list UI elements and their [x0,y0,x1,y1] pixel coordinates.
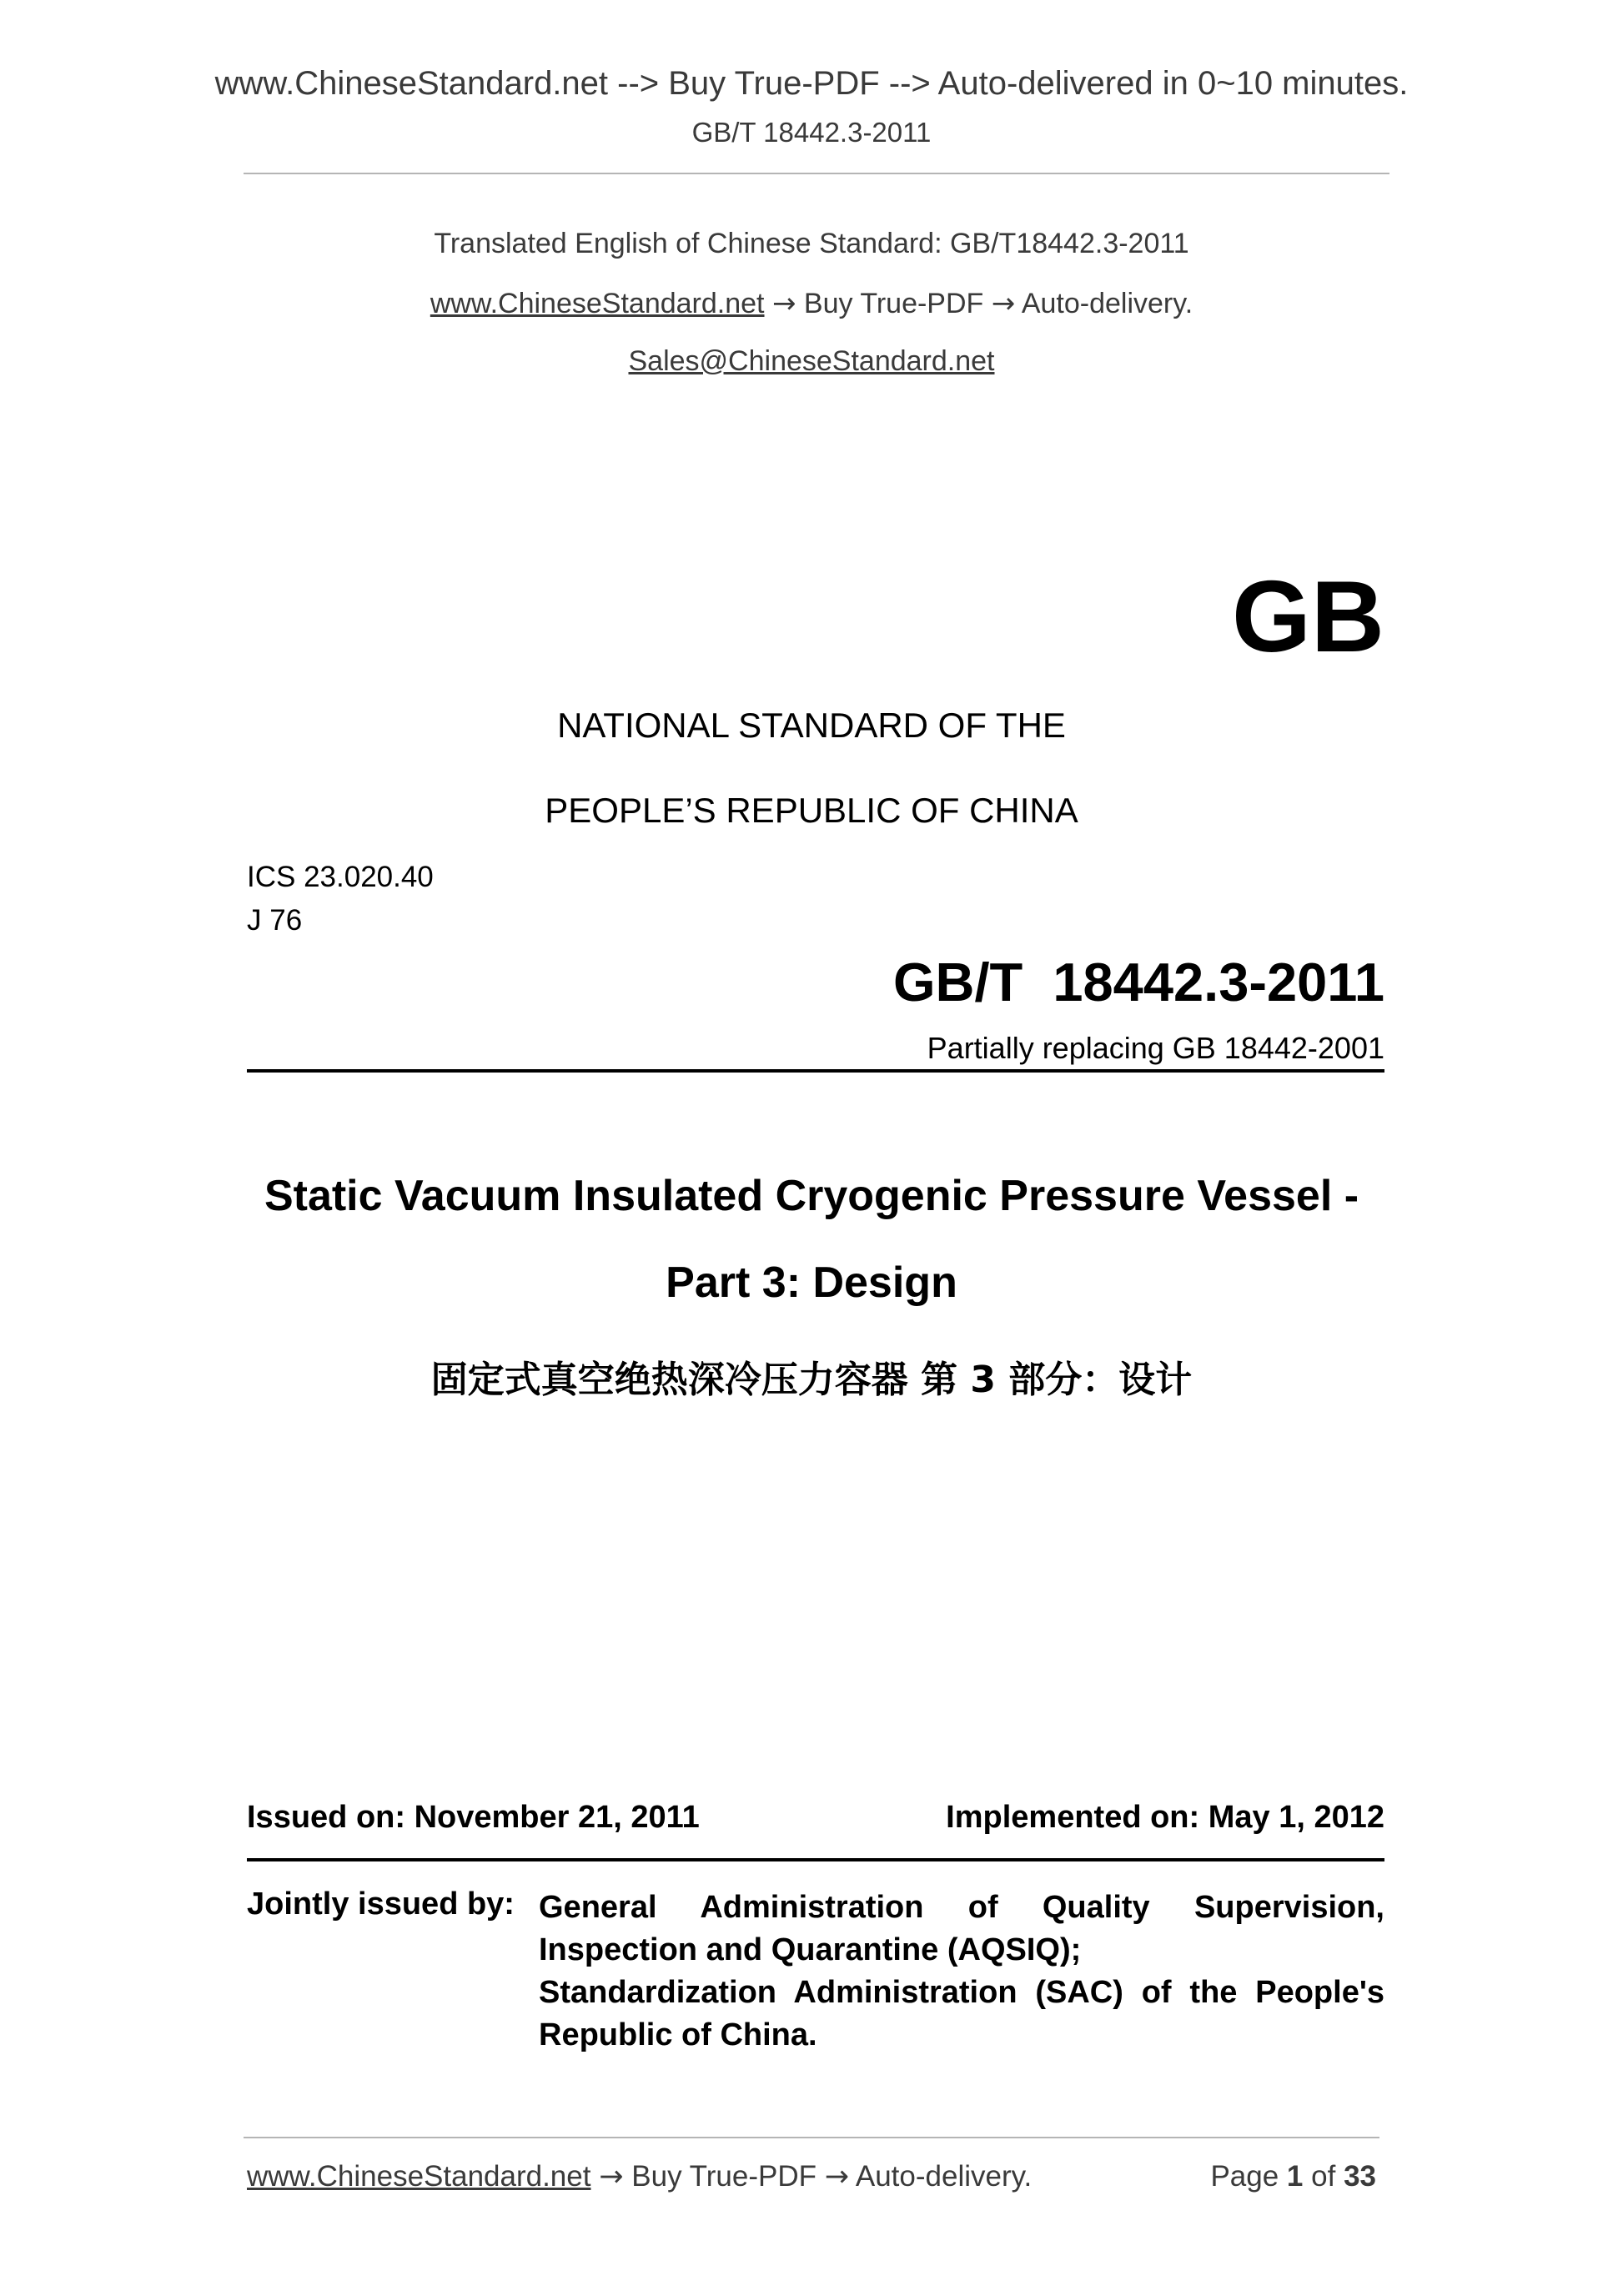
title-chinese: 固定式真空绝热深冷压力容器 第 3 部分：设计 [430,1359,1193,1401]
translated-note: Translated English of Chinese Standard: GB/T18442.3-2011 [434,228,1189,259]
header-std-number: GB/T 18442.3-2011 [691,117,932,148]
title-line1: Static Vacuum Insulated Cryogenic Pressure Vessel - [264,1172,1359,1220]
page-number: 1 [1286,2160,1304,2193]
footer-links [247,2160,1032,2193]
standard-number: GB/T 18442.3-2011 [893,952,1384,1012]
intro-links-line [0,287,1623,320]
page-label: Page [1210,2160,1279,2193]
issuer-block [539,1887,1384,2057]
replacing-note: Partially replacing GB 18442-2001 [927,1031,1384,1065]
national-standard-line1: NATIONAL STANDARD OF THE [557,706,1066,745]
email-line [0,345,1623,378]
page-total: 33 [1344,2160,1376,2193]
issued-date: Issued on: November 21, 2011 [247,1800,700,1835]
arrow-icon: → [824,2160,850,2193]
buy-text: Buy True-PDF [803,288,984,319]
of-label: of [1311,2160,1336,2193]
sales-email-link[interactable]: Sales@ChineseStandard.net [628,345,995,377]
page-counter [1210,2160,1376,2193]
auto-delivery-text: Auto-delivery. [1021,288,1193,319]
implemented-date: Implemented on: May 1, 2012 [946,1800,1384,1835]
arrow-icon: → [771,287,796,320]
arrow-icon: → [991,287,1016,320]
footer-divider [244,2137,1379,2138]
issuer-line: General Administration of Quality Supervision, [539,1890,1384,1925]
footer-buy-text: Buy True-PDF [631,2160,817,2193]
header-banner: www.ChineseStandard.net --> Buy True-PDF --> Auto-delivered in 0~10 minutes. [214,65,1409,102]
ics-code: ICS 23.020.40 [247,861,434,893]
issuer-line: Inspection and Quarantine (AQSIQ); [539,1932,1082,1967]
jointly-issued-label: Jointly issued by: [247,1887,515,1922]
arrow-icon: → [599,2160,624,2193]
gb-mark: GB [1232,560,1384,673]
header-divider [244,173,1389,174]
issuer-line: Standardization Administration (SAC) of the People's [539,1975,1384,2010]
footer-auto-text: Auto-delivery. [855,2160,1033,2193]
issuer-line: Republic of China. [539,2017,817,2052]
site-link[interactable]: www.ChineseStandard.net [430,288,765,319]
footer-site-link[interactable]: www.ChineseStandard.net [247,2160,591,2193]
ccs-code: J 76 [247,904,303,937]
number-divider [247,1069,1384,1073]
issue-divider [247,1858,1384,1861]
national-standard-line2: PEOPLE’S REPUBLIC OF CHINA [545,791,1078,830]
title-line2: Part 3: Design [666,1259,957,1307]
